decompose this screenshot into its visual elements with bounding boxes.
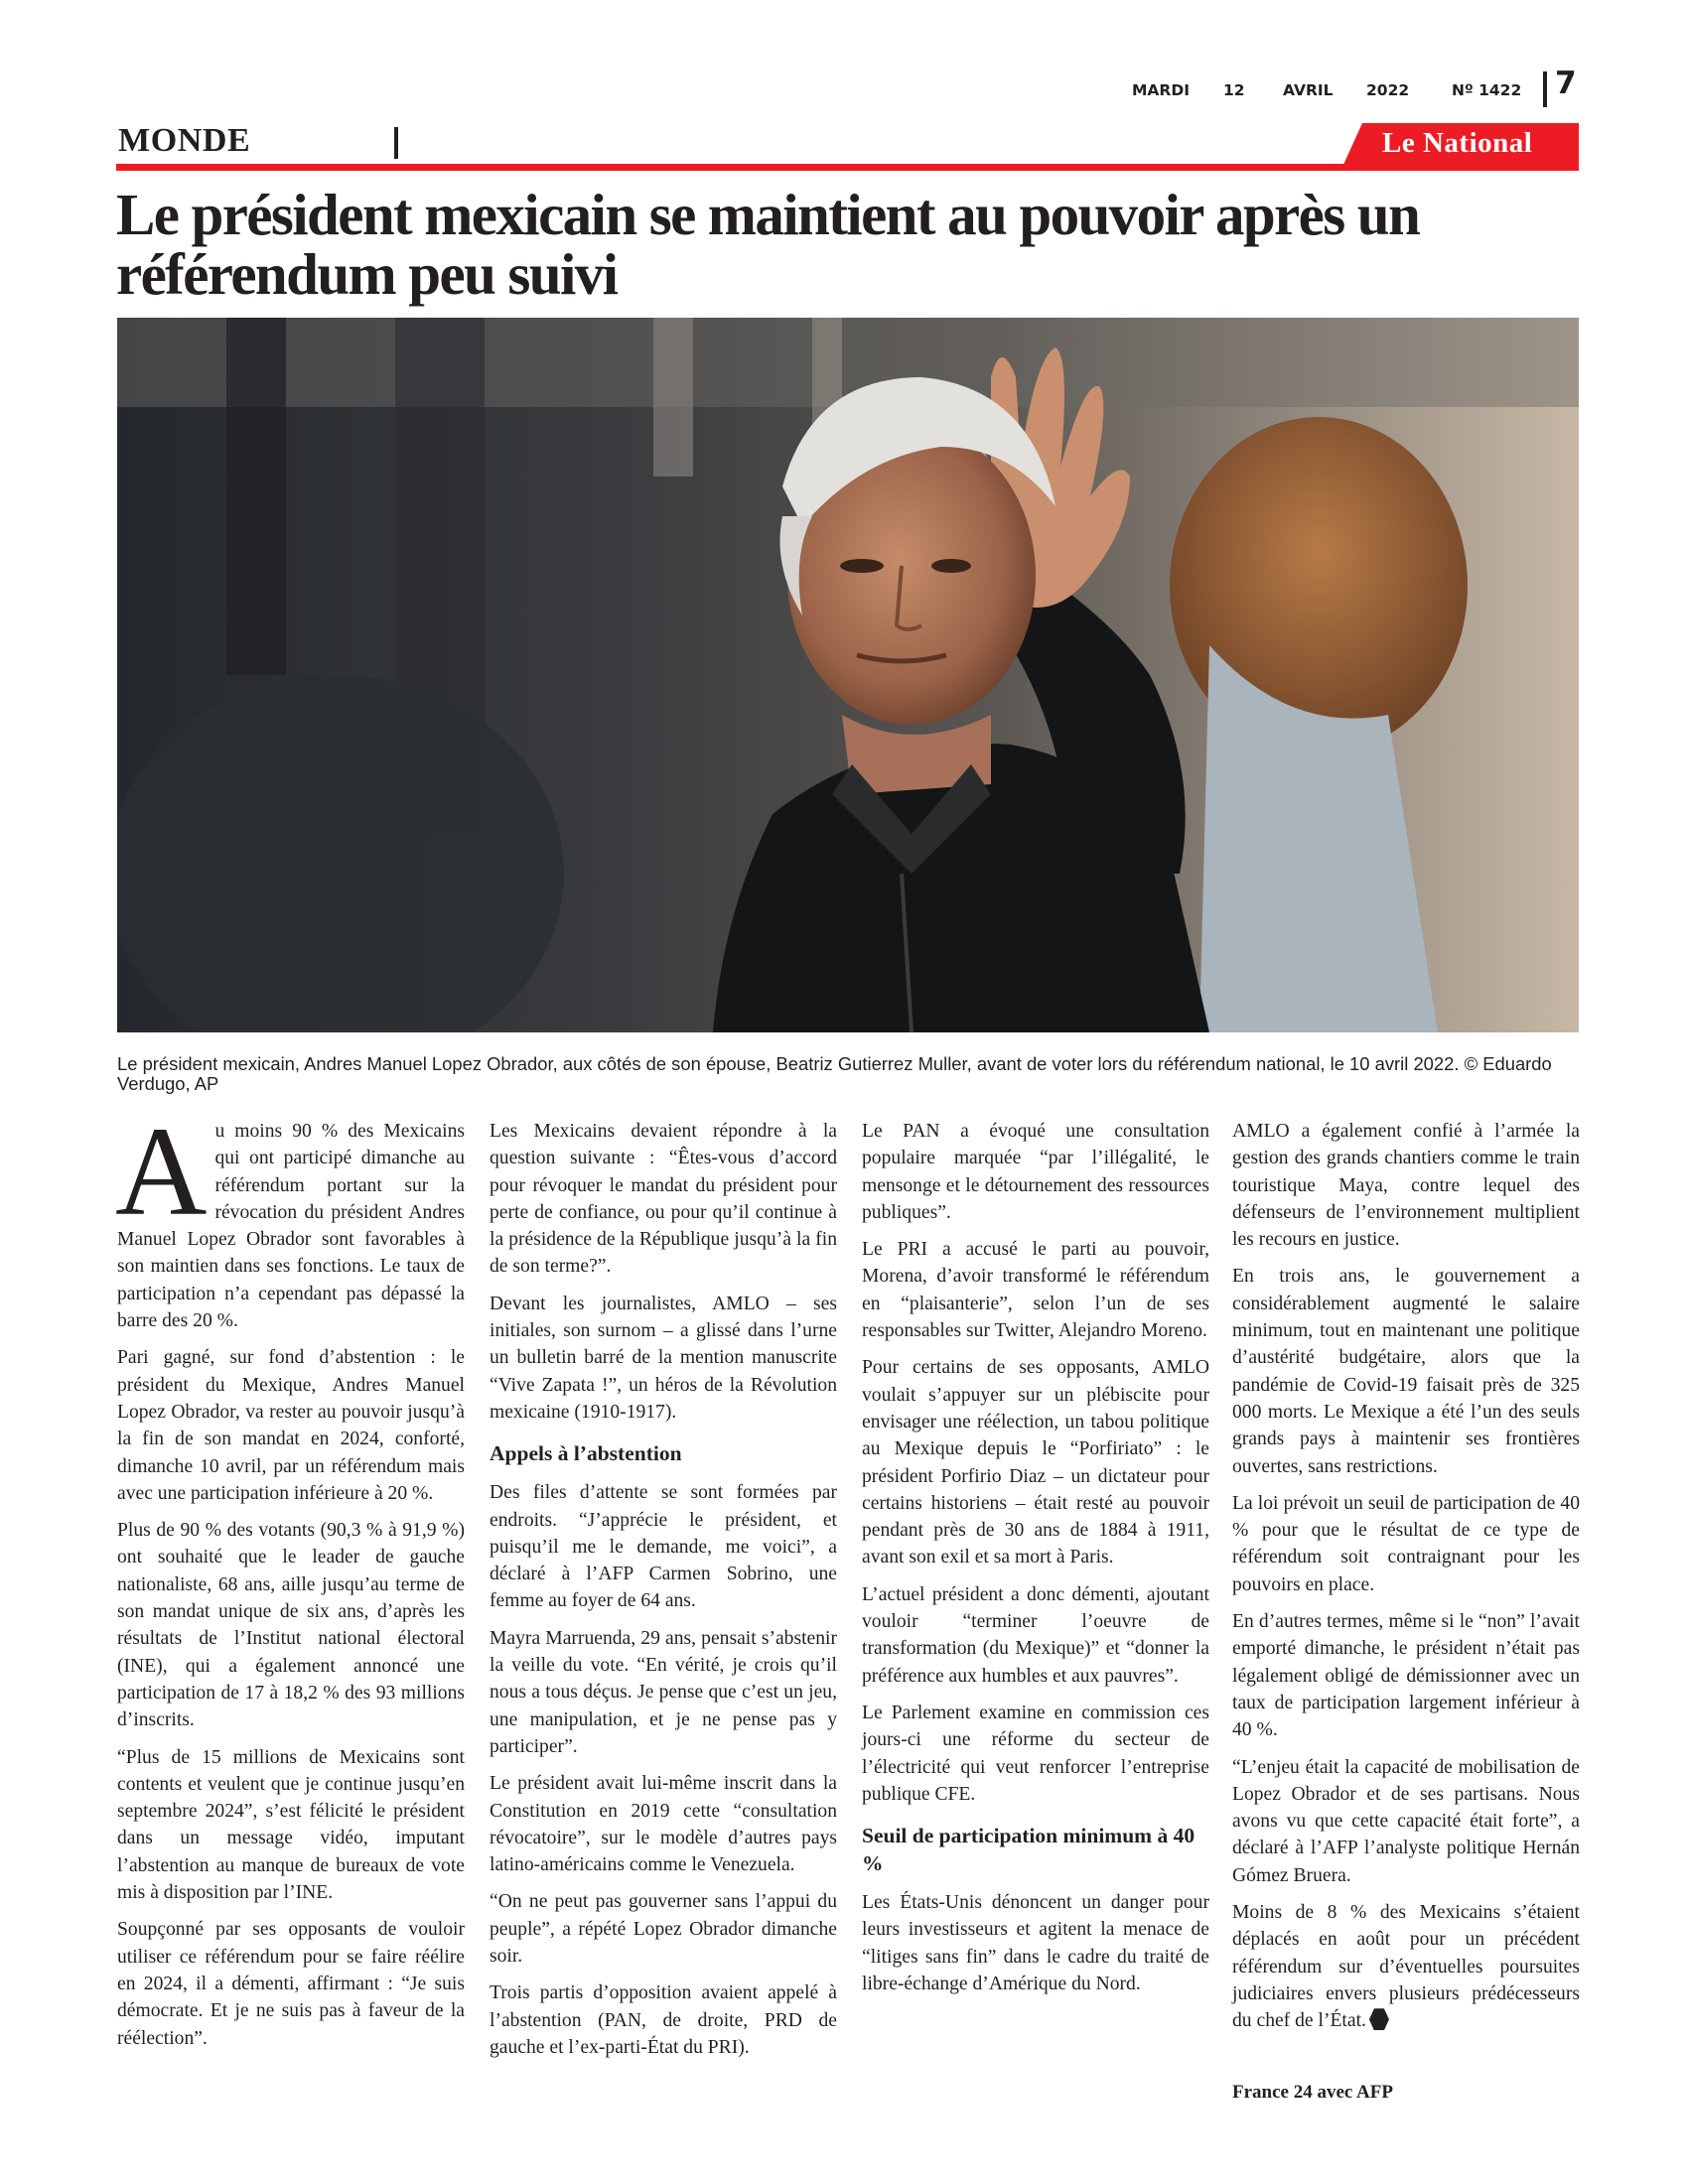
article-paragraph: Plus de 90 % des votants (90,3 % à 91,9 %) ont souhaité que le leader de gauche nationaliste, 68 ans, aille jusqu’au terme de son mandat unique de six ans, d’après les résultats de l’Institut national électoral (INE), qui a également annoncé une participation de 17 à 18,2 % des 93 millions d’inscrits. bbox=[117, 1520, 465, 1731]
article-paragraph: Les États-Unis dénoncent un danger pour leurs investisseurs et agitent la menace de “litiges sans fin” dans le cadre du traité de libre-échange d’Amérique du Nord. bbox=[862, 1892, 1209, 1995]
drop-cap: A bbox=[115, 1101, 208, 1242]
article-photo bbox=[117, 318, 1579, 1032]
date-number: 12 bbox=[1223, 81, 1245, 99]
article-paragraph: Trois partis d’opposition avaient appelé à l’abstention (PAN, de droite, PRD de gauche et l’ex-parti-État du PRI). bbox=[490, 1982, 837, 2058]
article-column-1 bbox=[115, 1101, 465, 2062]
article-paragraph: “Plus de 15 millions de Mexicains sont contents et veulent que je continue jusqu’en septembre 2024”, s’est félicité le président dans un message vidéo, imputant l’abstention au manque de bureaux de vote mis à disposition par l’INE. bbox=[117, 1746, 465, 1904]
subheading: Appels à l’abstention bbox=[490, 1441, 682, 1466]
page-number: 7 bbox=[1555, 66, 1577, 101]
date-line bbox=[1132, 71, 1549, 101]
article-paragraph: En d’autres termes, même si le “non” l’avait emporté dimanche, le président n’était pas légalement obligé de démissionner avec un taux de participation largement inférieur à 40 %. bbox=[1232, 1611, 1580, 1741]
article-paragraph: Le PAN a évoqué une consultation populaire marquée “par l’illégalité, le mensonge et le détournement des ressources publiques”. bbox=[862, 1121, 1209, 1223]
article-headline: Le président mexicain se maintient au pouvoir après un référendum peu suivi bbox=[116, 182, 1420, 307]
paragraph-text: u moins 90 % des Mexicains qui ont participé dimanche au référendum portant sur la révocation du président Andres Manuel Lopez Obrador sont favorables à son maintien dans ses fonctions. Le taux de participation n’a cependant pas dépassé la barre des 20 %. bbox=[117, 1121, 465, 1332]
paragraph-text: Moins de 8 % des Mexicains s’étaient déplacés en août pour un précédent référendum sur d’éventuelles poursuites judiciaires envers plusieurs prédécesseurs du chef de l’État. bbox=[1232, 1902, 1580, 2032]
article-column-3 bbox=[862, 1118, 1209, 2007]
article-paragraph: Pour certains de ses opposants, AMLO voulait s’appuyer sur un plébiscite pour envisager une réélection, un tabou politique au Mexique depuis le “Porfiriato” : le président Porfirio Diaz – un dictateur pour certains historiens – était resté au pouvoir pendant près de 30 ans de 1884 à 1911, avant son exil et sa mort à Paris. bbox=[862, 1357, 1209, 1569]
article-paragraph: Les Mexicains devaient répondre à la question suivante : “Êtes-vous d’accord pour révoquer le mandat du président pour perte de confiance, ou pour qu’il continue à la présidence de la République jusqu’à la fin de son terme?”. bbox=[490, 1121, 837, 1278]
article-paragraph: Des files d’attente se sont formées par endroits. “J’apprécie le président, et puisqu’il me le demande, me voici”, a déclaré à l’AFP Carmen Sobrino, une femme au foyer de 64 ans. bbox=[490, 1482, 837, 1612]
article-paragraph: Le président avait lui-même inscrit dans la Constitution en 2019 cette “consultation révocatoire”, sur le modèle d’autres pays latino-américains comme le Venezuela. bbox=[490, 1773, 837, 1876]
article-signature: France 24 avec AFP bbox=[1232, 2081, 1393, 2103]
issue-number: Nº 1422 bbox=[1452, 81, 1522, 99]
article-paragraph: Devant les journalistes, AMLO – ses initiales, son surnom – a glissé dans l’urne un bulletin barré de la mention manuscrite “Vive Zapata !”, un héros de la Révolution mexicaine (1910-1917). bbox=[490, 1293, 837, 1423]
end-mark-icon bbox=[1369, 2008, 1389, 2030]
article-paragraph bbox=[1232, 1899, 1580, 2034]
photo-illustration bbox=[117, 318, 1579, 1032]
date-day: MARDI bbox=[1132, 81, 1190, 99]
article-paragraph: Le Parlement examine en commission ces jours-ci une réforme du secteur de l’électricité qui veut renforcer l’entreprise publique CFE. bbox=[862, 1702, 1209, 1805]
article-column-2 bbox=[490, 1118, 837, 2071]
date-year: 2022 bbox=[1366, 81, 1410, 99]
article-paragraph: “L’enjeu était la capacité de mobilisation de Lopez Obrador et de ses partisans. Nous avons vu que cette capacité était forte”, a déclaré à l’AFP l’analyste politique Hernán Gómez Bruera. bbox=[1232, 1756, 1580, 1886]
article-paragraph: Le PRI a accusé le parti au pouvoir, Morena, d’avoir transformé le référendum en “plaisanterie”, selon l’un de ses responsables sur Twitter, Alejandro Moreno. bbox=[862, 1239, 1209, 1342]
article-paragraph: La loi prévoit un seuil de participation de 40 % pour que le résultat de ce type de référendum soit contraignant pour les pouvoirs en place. bbox=[1232, 1492, 1580, 1595]
article-paragraph: Mayra Marruenda, 29 ans, pensait s’abstenir la veille du vote. “En vérité, je crois qu’il nous a tous déçus. Je pense que c’est un jeu, une manipulation, et je ne pense pas y participer”. bbox=[490, 1627, 837, 1757]
subheading: Seuil de participation minimum à 40 % bbox=[862, 1824, 1196, 1876]
article-paragraph: Soupçonné par ses opposants de vouloir utiliser ce référendum pour se faire réélire en 2024, il a démenti, affirmant : “Je suis démocrate. Et je ne suis pas à faveur de la réélection”. bbox=[117, 1919, 465, 2049]
article-paragraph bbox=[115, 1101, 465, 1334]
article-paragraph: En trois ans, le gouvernement a considérablement augmenté le salaire minimum, tout en maintenant une politique d’austérité budgétaire, alors que la pandémie de Covid-19 faisait près de 325 000 morts. Le Mexique a été l’un des seuls grands pays à maintenir ses frontières ouvertes, sans restrictions. bbox=[1232, 1266, 1580, 1477]
article-paragraph: “On ne peut pas gouverner sans l’appui du peuple”, a répété Lopez Obrador dimanche soir. bbox=[490, 1891, 837, 1968]
section-divider bbox=[394, 127, 398, 159]
article-paragraph: Pari gagné, sur fond d’abstention : le président du Mexique, Andres Manuel Lopez Obrador, va rester au pouvoir jusqu’à la fin de son mandat en 2024, conforté, dimanche 10 avril, par un référendum mais avec une participation inférieure à 20 %. bbox=[117, 1347, 465, 1504]
section-label: MONDE bbox=[118, 122, 251, 159]
article-paragraph: AMLO a également confié à l’armée la gestion des grands chantiers comme le train touristique Maya, contre lequel des défenseurs de l’environnement multiplient les recours en justice. bbox=[1232, 1121, 1580, 1251]
photo-caption: Le président mexicain, Andres Manuel Lopez Obrador, aux côtés de son épouse, Beatriz Gutierrez Muller, avant de voter lors du référendum national, le 10 avril 2022. © Eduardo Verdugo, AP bbox=[117, 1053, 1552, 1094]
date-month: AVRIL bbox=[1283, 81, 1334, 99]
page-number-divider bbox=[1543, 71, 1547, 107]
article-paragraph: L’actuel président a donc démenti, ajoutant vouloir “terminer l’oeuvre de transformation (du Mexique)” et “donner la préférence aux humbles et aux pauvres”. bbox=[862, 1583, 1209, 1687]
header-rule bbox=[116, 164, 1579, 171]
article-column-4 bbox=[1232, 1118, 1580, 2116]
brand-name: Le National bbox=[1382, 127, 1533, 159]
